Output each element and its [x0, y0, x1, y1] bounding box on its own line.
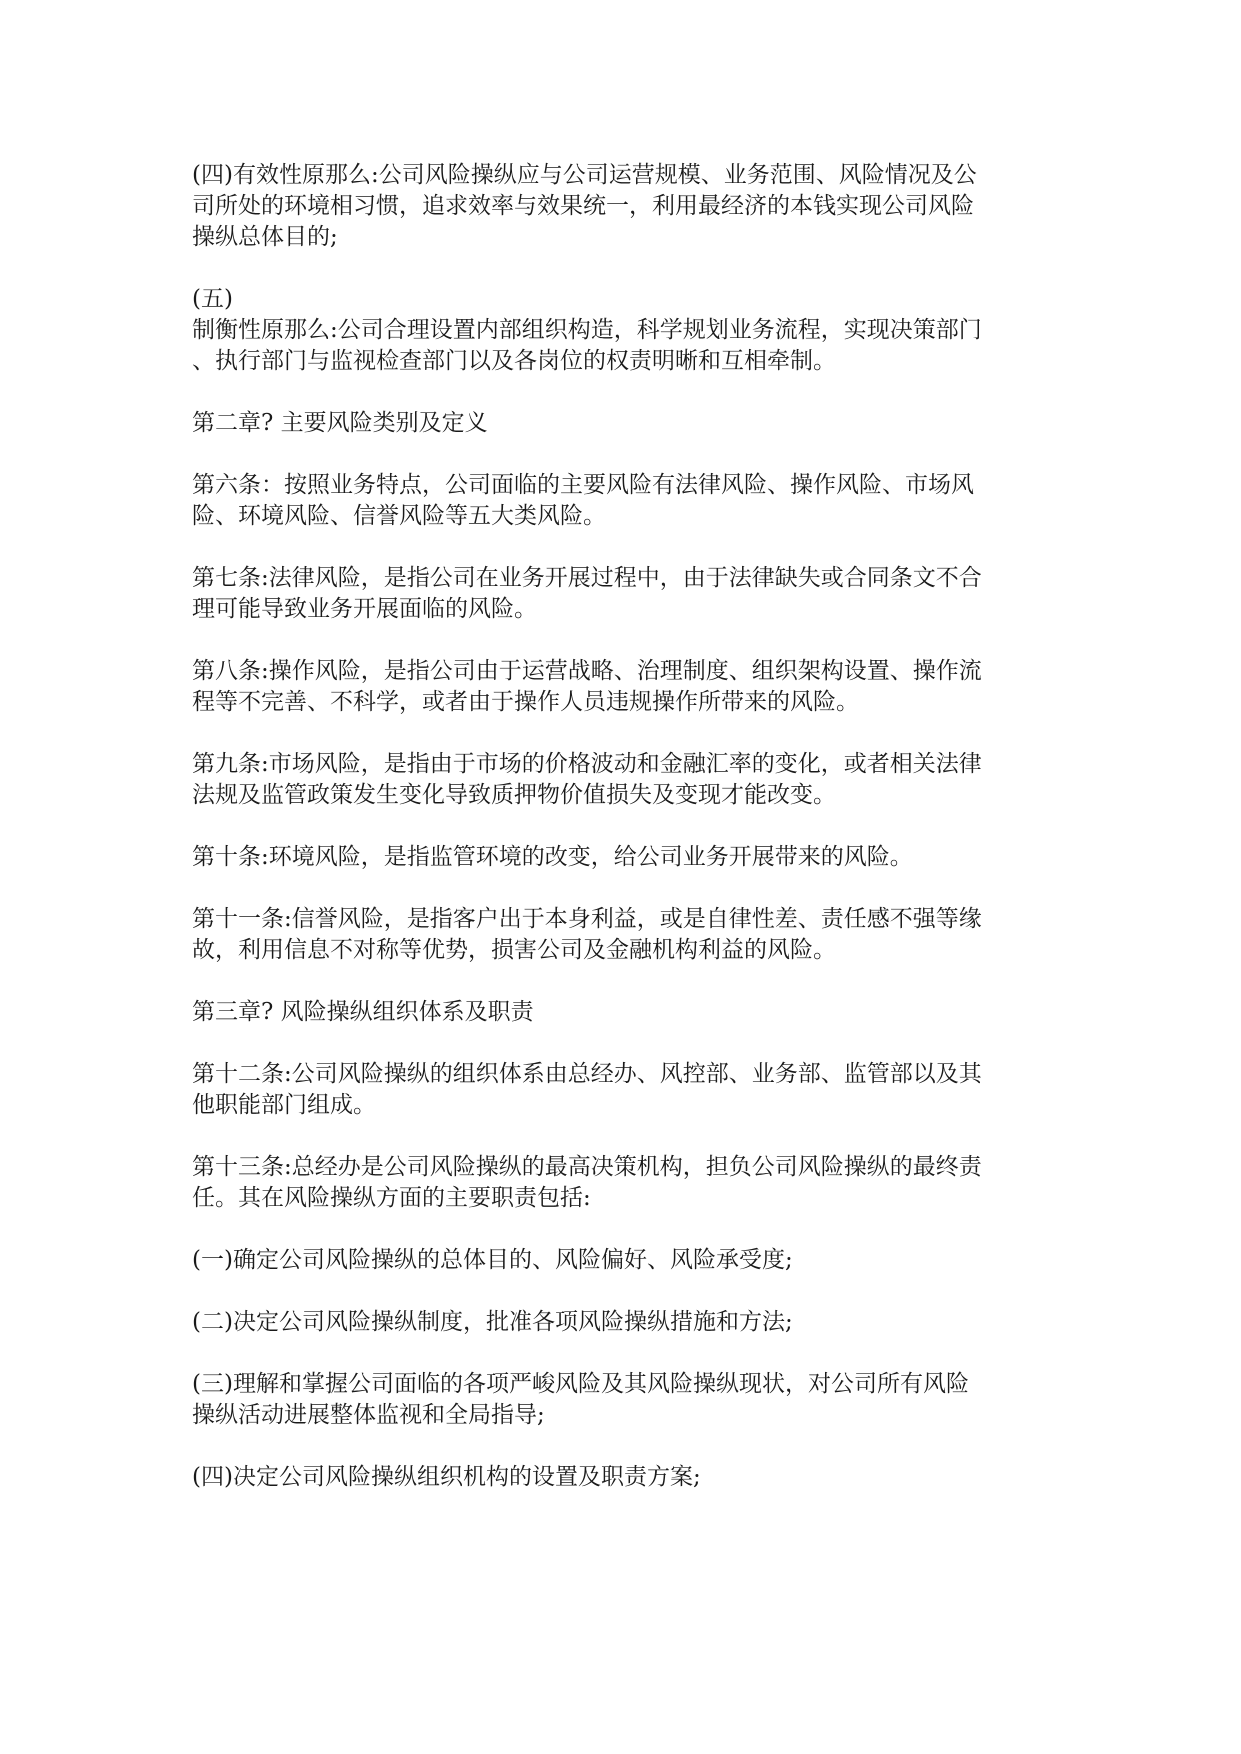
duty-item-4 — [192, 1462, 1058, 1493]
text-line: (五) — [192, 286, 233, 312]
chapter-heading-3 — [192, 997, 1058, 1028]
text-line: 第八条:操作风险，是指公司由于运营战略、治理制度、组织架构设置、操作流 — [192, 658, 982, 684]
text-line: (二)决定公司风险操纵制度，批准各项风险操纵措施和方法; — [192, 1309, 793, 1335]
text-line: 第十三条:总经办是公司风险操纵的最高决策机构，担负公司风险操纵的最终责 — [192, 1154, 982, 1180]
text-line: 法规及监管政策发生变化导致质押物价值损失及变现才能改变。 — [192, 782, 836, 808]
article-8 — [192, 656, 1058, 718]
paragraph-effectiveness-principle — [192, 160, 1058, 253]
article-7 — [192, 563, 1058, 625]
duty-item-3 — [192, 1369, 1058, 1431]
article-11 — [192, 904, 1058, 966]
text-line: 他职能部门组成。 — [192, 1092, 376, 1118]
heading-text: 第三章? 风险操纵组织体系及职责 — [192, 999, 534, 1025]
article-6 — [192, 470, 1058, 532]
text-line: 第十条:环境风险，是指监管环境的改变，给公司业务开展带来的风险。 — [192, 844, 913, 870]
article-13 — [192, 1152, 1058, 1214]
text-line: 操纵活动进展整体监视和全局指导; — [192, 1402, 545, 1428]
text-line: 故，利用信息不对称等优势，损害公司及金融机构利益的风险。 — [192, 937, 836, 963]
text-line: 第九条:市场风险，是指由于市场的价格波动和金融汇率的变化，或者相关法律 — [192, 751, 982, 777]
article-12 — [192, 1059, 1058, 1121]
text-line: (四)有效性原那么:公司风险操纵应与公司运营规模、业务范围、风险情况及公 — [192, 162, 977, 188]
text-line: 第六条：按照业务特点，公司面临的主要风险有法律风险、操作风险、市场风 — [192, 472, 974, 498]
document-body — [192, 160, 1058, 1524]
text-line: 第七条:法律风险，是指公司在业务开展过程中，由于法律缺失或合同条文不合 — [192, 565, 982, 591]
text-line: 操纵总体目的; — [192, 224, 338, 250]
text-line: 、执行部门与监视检查部门以及各岗位的权责明晰和互相牵制。 — [192, 348, 836, 374]
text-line: 任。其在风险操纵方面的主要职责包括: — [192, 1185, 591, 1211]
paragraph-checks-balances-principle — [192, 284, 1058, 377]
text-line: 险、环境风险、信誉风险等五大类风险。 — [192, 503, 606, 529]
text-line: (四)决定公司风险操纵组织机构的设置及职责方案; — [192, 1464, 701, 1490]
text-line: 程等不完善、不科学，或者由于操作人员违规操作所带来的风险。 — [192, 689, 859, 715]
duty-item-1 — [192, 1245, 1058, 1276]
text-line: 第十二条:公司风险操纵的组织体系由总经办、风控部、业务部、监管部以及其 — [192, 1061, 982, 1087]
text-line: 理可能导致业务开展面临的风险。 — [192, 596, 537, 622]
chapter-heading-2 — [192, 408, 1058, 439]
text-line: (一)确定公司风险操纵的总体目的、风险偏好、风险承受度; — [192, 1247, 793, 1273]
heading-text: 第二章? 主要风险类别及定义 — [192, 410, 488, 436]
duty-item-2 — [192, 1307, 1058, 1338]
text-line: 制衡性原那么:公司合理设置内部组织构造，科学规划业务流程，实现决策部门 — [192, 317, 982, 343]
text-line: (三)理解和掌握公司面临的各项严峻风险及其风险操纵现状，对公司所有风险 — [192, 1371, 969, 1397]
text-line: 司所处的环境相习惯，追求效率与效果统一，利用最经济的本钱实现公司风险 — [192, 193, 974, 219]
article-9 — [192, 749, 1058, 811]
text-line: 第十一条:信誉风险，是指客户出于本身利益，或是自律性差、责任感不强等缘 — [192, 906, 982, 932]
article-10 — [192, 842, 1058, 873]
